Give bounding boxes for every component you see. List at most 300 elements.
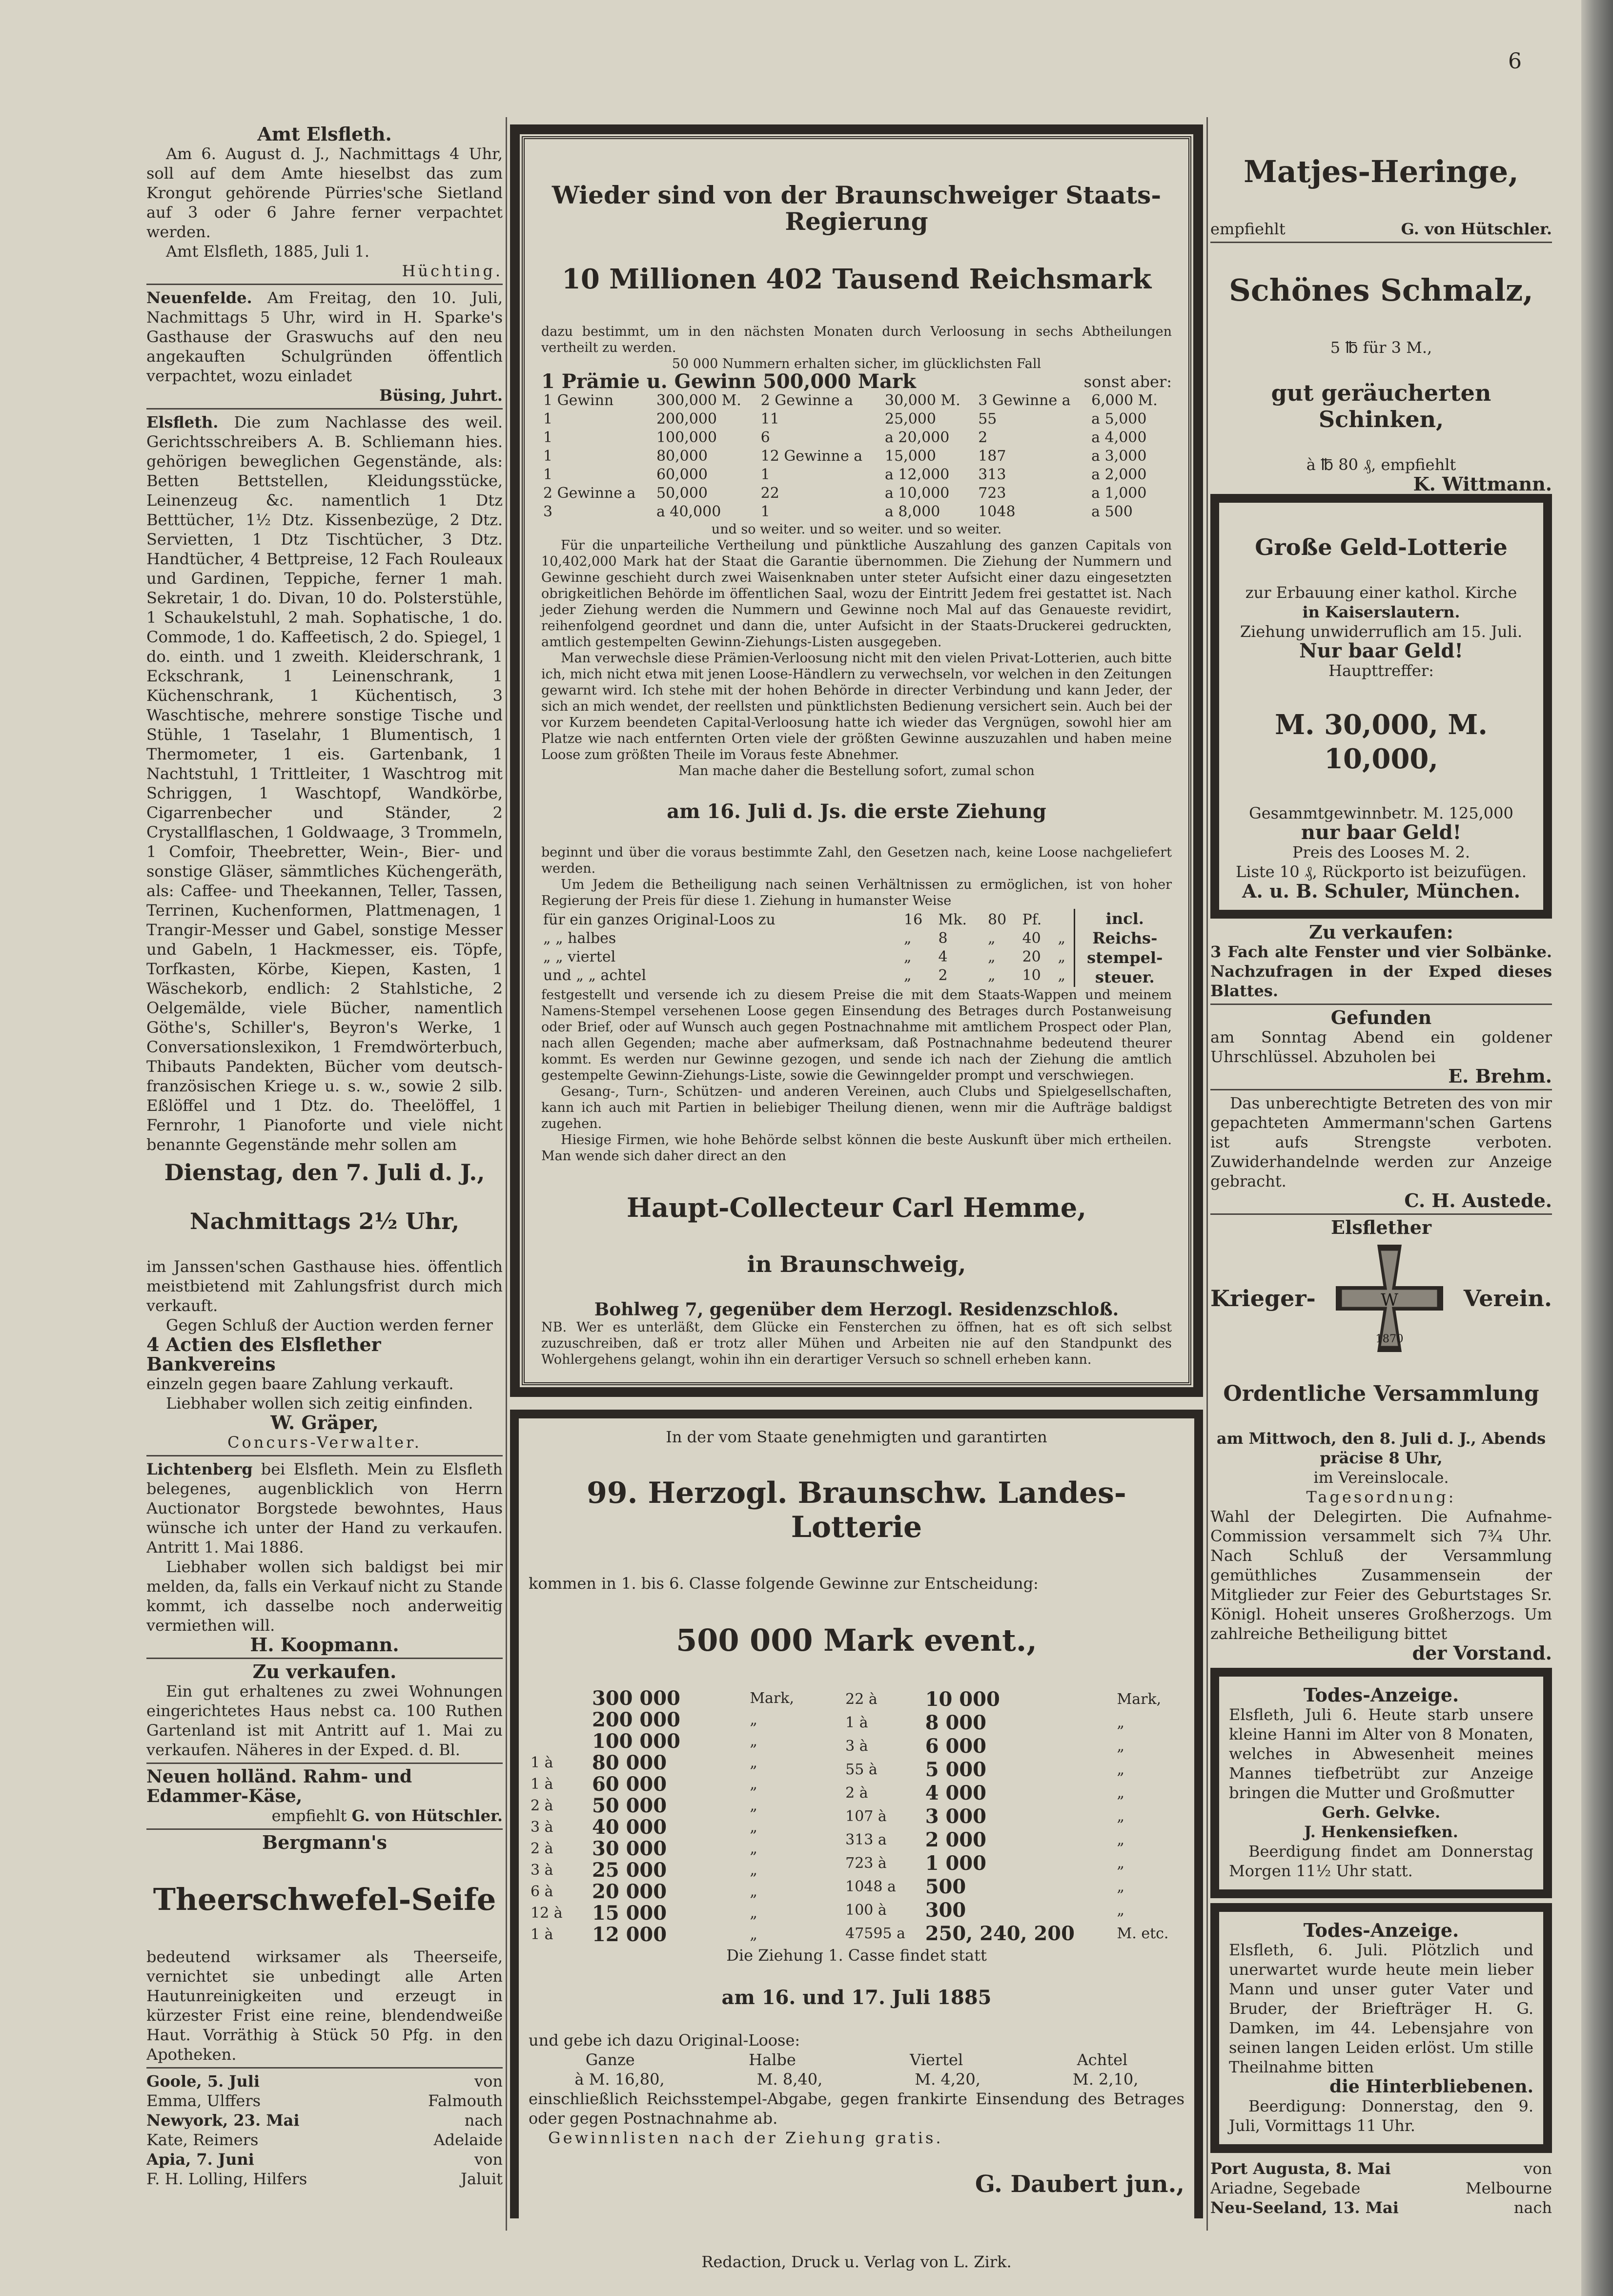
death-1-sign-1: Gerh. Gelvke. — [1322, 1803, 1441, 1822]
table-cell: 8 000 — [925, 1711, 986, 1734]
ship-row — [1210, 2198, 1552, 2217]
lottery-ad-kaiserslautern — [1210, 494, 1552, 919]
ship-row — [146, 2071, 503, 2091]
prize-row — [541, 391, 1172, 410]
daubert-subtitle: kommen in 1. bis 6. Classe folgende Gewinne zur Entscheidung: — [529, 1574, 1039, 1593]
verein-right: Verein. — [1463, 1285, 1552, 1312]
recommends-label: empfiehlt — [271, 1806, 347, 1825]
table-cell: „ — [988, 967, 996, 984]
table-cell: „ — [750, 1840, 757, 1857]
hemme-title: Wieder sind von der Braunschweiger Staats-Regierung — [551, 181, 1162, 236]
table-cell: „ — [1117, 1784, 1125, 1802]
kl-line-7: Gesammtgewinnbetr. M. 125,000 — [1249, 804, 1513, 822]
table-cell: 47595 a — [845, 1925, 905, 1942]
daubert-columns — [529, 2050, 1184, 2070]
prize-row — [529, 1860, 830, 1881]
schmalz-price: 5 ℔ für 3 M., — [1330, 338, 1432, 357]
prize-row — [529, 1924, 830, 1946]
amt-signature: Hüchting. — [402, 262, 503, 280]
kl-line-4: Nur baar Geld! — [1299, 639, 1463, 662]
death-1-sign-2: J. Henkensiefken. — [1304, 1823, 1458, 1841]
neuenfelde-heading: Neuenfelde. — [146, 288, 252, 307]
hemme-body-4: beginnt und über die voraus bestimmte Zahl, den Gesetzen nach, keine Loose nachgeliefert werden. — [541, 845, 1172, 876]
ticket-column-label: Viertel — [910, 2050, 963, 2069]
table-cell: 1 — [543, 448, 553, 465]
neuenfelde-signature: Büsing, Juhrt. — [379, 386, 503, 405]
table-cell: 1048 — [978, 503, 1016, 520]
prize-row — [541, 466, 1172, 484]
table-cell: 107 à — [845, 1808, 887, 1825]
neuenfelde-body: Am Freitag, den 10. Juli, Nachmittags 5 Uhr, wird in H. Sparke's Gasthause der Graswuchs auf den neu angekauften Schulgründen öffentlich verpachtet, wozu einladet — [146, 288, 503, 385]
table-cell: „ — [1117, 1902, 1125, 1919]
table-cell: 11 — [760, 410, 779, 428]
table-cell — [529, 1709, 590, 1731]
hemme-numbers: 50 000 Nummern erhalten sicher, im glücklichsten Fall — [672, 356, 1041, 371]
table-cell: 300 000 — [592, 1687, 680, 1710]
table-cell: „ — [750, 1797, 757, 1814]
table-cell: a 12,000 — [885, 466, 950, 483]
table-cell: 2 Gewinne a — [760, 392, 854, 409]
table-cell: 30,000 M. — [885, 392, 960, 409]
ship-news-right — [1210, 2159, 1552, 2218]
table-cell: 22 — [760, 485, 779, 502]
page-number: 6 — [1508, 49, 1522, 74]
prize-row — [843, 1922, 1184, 1946]
table-cell: 25,000 — [885, 410, 936, 428]
ship-row — [1210, 2159, 1552, 2178]
divider — [1210, 1213, 1552, 1215]
ship-row — [146, 2130, 503, 2150]
table-cell: „ — [750, 1711, 757, 1728]
table-cell: „ — [750, 1733, 757, 1750]
table-cell: „ — [750, 1776, 757, 1793]
kl-line-6: M. 30,000, M. 10,000, — [1275, 709, 1488, 775]
hemme-draw-date: am 16. Juli d. Js. die erste Ziehung — [667, 800, 1046, 823]
table-cell: „ — [1117, 1831, 1125, 1848]
table-cell: 22 à — [845, 1691, 878, 1708]
table-cell: 250, 240, 200 — [925, 1922, 1075, 1945]
daubert-prizes-left — [529, 1688, 830, 1946]
table-cell: 15,000 — [885, 448, 936, 465]
table-cell: 200,000 — [656, 410, 717, 428]
table-cell: 6 — [760, 429, 770, 446]
prize-row — [529, 1838, 830, 1860]
divider — [146, 1455, 503, 1456]
amt-date: Amt Elsfleth, 1885, Juli 1. — [166, 242, 369, 261]
ship-route: Melbourne — [1465, 2179, 1552, 2197]
soap-body: bedeutend wirksamer als Theerseife, vernichtet sie unbedingt alle Arten Hautunreinigkeiten und erzeugt in kürzester Frist eine reine, blendendweiße Haut. Vorräthig à Stück 50 Pfg. in den Apotheken. — [146, 1948, 503, 2064]
ship-route: Falmouth — [428, 2091, 503, 2110]
concurs-title: Concurs-Verwalter. — [227, 1433, 422, 1452]
ship-route: von — [474, 2150, 503, 2169]
prize-row — [541, 447, 1172, 466]
ship-route: Adelaide — [433, 2131, 503, 2149]
kl-line-11: A. u. B. Schuler, München. — [1242, 880, 1520, 902]
found-body: am Sonntag Abend ein goldener Uhrschlüssel. Abzuholen bei — [1210, 1028, 1552, 1066]
table-cell: 80 000 — [592, 1751, 667, 1774]
lottery-ad-daubert — [510, 1410, 1203, 2218]
divider — [146, 284, 503, 285]
auction-note: Gegen Schluß der Auction werden ferner — [166, 1316, 493, 1334]
table-cell: 6 à — [531, 1883, 553, 1900]
iron-cross-icon — [1328, 1237, 1450, 1359]
graeper-signature: W. Gräper, — [270, 1412, 379, 1434]
ticket-price: M. 2,10, — [1072, 2070, 1139, 2089]
prize-row — [843, 1852, 1184, 1875]
cross-letter: W — [1381, 1291, 1399, 1310]
table-cell: 4 000 — [925, 1782, 986, 1804]
meeting-heading: Ordentliche Versammlung — [1223, 1381, 1539, 1406]
divider — [1210, 1004, 1552, 1005]
table-cell: 55 — [978, 410, 997, 428]
hemme-millions: 10 Millionen 402 Tausend Reichsmark — [561, 263, 1152, 295]
verein-emblem-row — [1210, 1237, 1552, 1359]
table-cell: 10 000 — [925, 1688, 1000, 1711]
ticket-column-label: Ganze — [585, 2050, 635, 2069]
huetschler-name: G. von Hütschler. — [351, 1806, 503, 1825]
table-cell: 3 à — [531, 1819, 553, 1836]
ticket-price: M. 8,40, — [756, 2070, 823, 2089]
table-cell: a 20,000 — [885, 429, 950, 446]
divider — [146, 1763, 503, 1764]
daubert-offer: und gebe ich dazu Original-Loose: — [529, 2031, 800, 2050]
lichtenberg-body-2: Liebhaber wollen sich baldigst bei mir melden, da, falls ein Verkauf nicht zu Stande kommt, ich dasselbe noch anderweitig vermiethen will. — [146, 1558, 503, 1635]
table-cell: 300 — [925, 1899, 966, 1922]
table-cell: a 3,000 — [1091, 448, 1147, 465]
table-cell: 8 — [938, 930, 948, 947]
table-cell: „ — [750, 1926, 757, 1943]
table-cell: a 40,000 — [656, 503, 721, 520]
table-cell: 723 — [978, 485, 1006, 502]
ship-entry: Emma, Ulffers — [146, 2091, 261, 2110]
divider — [146, 1828, 503, 1830]
table-cell: 4 — [938, 948, 948, 965]
ship-entry: Apia, 7. Juni — [146, 2150, 254, 2169]
table-cell: M. etc. — [1117, 1925, 1169, 1942]
prize-row — [541, 410, 1172, 429]
prize-row — [529, 1881, 830, 1903]
daubert-jackpot: 500 000 Mark event., — [676, 1622, 1037, 1658]
ship-row — [146, 2111, 503, 2130]
daubert-prizes-right — [843, 1688, 1184, 1946]
soap-title: Theerschwefel-Seife — [153, 1882, 496, 1917]
hemme-body-7: Gesang-, Turn-, Schützen- und anderen Vereinen, auch Clubs und Spielgesellschaften, kann ich auch mit Partien in beliebiger Theilung dienen, wenn mir die Aufträge baldigst zugehen. — [541, 1084, 1172, 1131]
auction-date: Dienstag, den 7. Juli d. J., — [164, 1159, 485, 1186]
table-cell: Mark, — [750, 1690, 794, 1707]
table-cell: Pf. — [1022, 911, 1042, 928]
table-cell: a 500 — [1091, 503, 1133, 520]
ship-row — [1210, 2178, 1552, 2198]
schmalz-heading: Schönes Schmalz, — [1229, 272, 1533, 308]
table-cell: „ — [904, 948, 912, 965]
table-cell: 2 — [938, 967, 948, 984]
price-row — [541, 929, 1074, 948]
table-cell: 723 à — [845, 1855, 887, 1872]
table-cell: 20 — [1022, 948, 1041, 965]
table-cell: 500 — [925, 1875, 966, 1898]
prize-row — [529, 1709, 830, 1731]
divider — [1210, 242, 1552, 243]
table-cell: 100 à — [845, 1902, 887, 1919]
table-cell: 16 — [904, 911, 923, 928]
table-cell: 40 000 — [592, 1816, 667, 1839]
table-cell: 60,000 — [656, 466, 708, 483]
table-cell: 3 — [543, 503, 553, 520]
cross-year: 1870 — [1375, 1332, 1404, 1345]
table-cell: 10 — [1022, 967, 1041, 984]
auction-time: Nachmittags 2½ Uhr, — [189, 1208, 460, 1234]
death-notice-2 — [1210, 1903, 1552, 2153]
table-cell: 2 Gewinne a — [543, 485, 636, 502]
death-1-heading: Todes-Anzeige. — [1303, 1684, 1459, 1706]
table-cell: „ — [1117, 1855, 1125, 1872]
divider — [146, 408, 503, 410]
table-cell: 60 000 — [592, 1773, 667, 1796]
daubert-title: 99. Herzogl. Braunschw. Landes-Lotterie — [587, 1476, 1126, 1544]
death-notice-1 — [1210, 1668, 1552, 1898]
schinken-price: à ℔ 80 ₰, empfiehlt — [1306, 455, 1456, 474]
prize-row — [529, 1731, 830, 1752]
price-row — [541, 966, 1074, 985]
elsfleth-body: Die zum Nachlasse des weil. Gerichtsschreibers A. B. Schliemann hies. gehörigen beweglichen Gegenstände, als: Betten Bettstellen, Kleidungsstücke, Leinenzeug &c. namentlich 1 Dtz Betttücher, 1½ Dtz. Kissenbezüge, 2 Dtz. Servietten, 1 Dtz Tischtücher, 3 Dtz. Handtücher, 4 Bettpreise, 12 Fach Rouleaux und Gardinen, Teppiche, ferner 1 mah. Sekretair, 1 do. Divan, 10 do. Polsterstühle, 1 Schaukelstuhl, 2 mah. Sophatische, 1 do. Commode, 1 do. Kaffeetisch, 2 do. Spiegel, 1 do. einth. und 1 zweith. Kleiderschrank, 1 Eckschrank, 1 Leinenschrank, 1 Küchenschrank, 1 Küchentisch, 3 Waschtische, mehrere sonstige Tische und Stühle, 1 Taselahr, 1 Blumentisch, 1 Thermometer, 1 eis. Gartenbank, 1 Nachtstuhl, 1 Trittleiter, 1 Waschtrog mit Schriggen, 1 Waschtopf, Wandkörbe, Cigarrenbecher und Ständer, 2 Crystallflaschen, 1 Goldwaage, 3 Trommeln, 1 Comfoir, Theebretter, Wein-, Bier- und sonstige Gläser, sämmtliches Küchengeräth, als: Caffee- und Theekannen, Teller, Tassen, Terrinen, Kuchenformen, Plattmenagen, 1 Trangir-Messer und Gabel, sonstige Messer und Gabeln, 1 Hackmesser, eis. Töpfe, Torfkasten, Körbe, Kiepen, Kasten, 1 Wäschekorb, endlich: 2 Stahlstiche, 2 Oelgemälde, viele Bücher, namentlich Göthe's, Schiller's, Beyron's Werke, 1 Conversationslexikon, 1 Fremdwörterbuch, Thibauts Pandekten, Bücher vom deutsch-französischen Kriege u. s. w., sowie 2 silb. Eßlöffel und 1 Dtz. do. Theelöffel, 1 Fernrohr, 1 Pianoforte und viele nicht benannte Gegenstände mehr sollen am — [146, 413, 503, 1154]
kl-line-1: zur Erbauung einer kathol. Kirche — [1245, 583, 1517, 602]
hemme-body-5: Um Jedem die Betheiligung nach seinen Verhältnissen zu ermöglichen, ist von hoher Regierung der Preis für diese 1. Ziehung in humanster Weise — [541, 877, 1172, 908]
death-1-funeral: Beerdigung findet am Donnerstag Morgen 11½ Uhr statt. — [1229, 1842, 1533, 1880]
hemme-etc: und so weiter. und so weiter. und so weiter. — [711, 522, 1002, 537]
table-cell: 12 à — [531, 1905, 563, 1922]
fenster-body: 3 Fach alte Fenster und vier Solbänke. Nachzufragen in der Exped dieses Blattes. — [1210, 943, 1552, 1000]
prize-row — [843, 1899, 1184, 1922]
prize-row — [529, 1795, 830, 1817]
table-cell: 2 000 — [925, 1828, 986, 1851]
vorstand: der Vorstand. — [1412, 1642, 1552, 1664]
prize-row — [843, 1805, 1184, 1828]
table-cell: „ — [750, 1905, 757, 1922]
ship-route: Jaluit — [461, 2170, 503, 2188]
fenster-heading: Zu verkaufen: — [1309, 921, 1453, 943]
table-cell — [529, 1731, 590, 1752]
table-cell: 50,000 — [656, 485, 708, 502]
ship-entry: Port Augusta, 8. Mai — [1210, 2159, 1391, 2178]
table-cell: „ — [750, 1754, 757, 1771]
ship-route: nach — [1513, 2198, 1552, 2217]
schinken-heading: gut geräucherten Schinken, — [1271, 380, 1491, 432]
table-cell: 5 000 — [925, 1758, 986, 1781]
brehm-name: E. Brehm. — [1448, 1065, 1552, 1087]
table-cell: 20 000 — [592, 1880, 667, 1903]
table-cell: 1 à — [531, 1754, 553, 1771]
book-binding — [1581, 0, 1613, 2296]
death-2-funeral: Beerdigung: Donnerstag, den 9. Juli, Vormittags 11 Uhr. — [1229, 2097, 1533, 2135]
daubert-terms: einschließlich Reichsstempel-Abgabe, gegen frankirte Einsendung des Betrages oder gegen Postnachnahme ab. — [529, 2090, 1184, 2128]
table-cell: „ — [1117, 1878, 1125, 1895]
ship-entry: Neu-Seeland, 13. Mai — [1210, 2198, 1399, 2217]
prize-row — [541, 503, 1172, 521]
left-column — [146, 124, 503, 2218]
ticket-column-label: Halbe — [749, 2050, 796, 2069]
table-cell: und „ „ achtel — [543, 967, 646, 984]
table-cell: 1 — [760, 466, 770, 483]
table-cell: 6,000 M. — [1091, 392, 1158, 409]
table-cell: „ „ viertel — [543, 948, 616, 965]
lottery-ad-hemme — [510, 124, 1203, 1397]
ticket-column-label: Achtel — [1077, 2050, 1128, 2069]
ship-row — [1210, 2217, 1552, 2218]
table-cell: a 1,000 — [1091, 485, 1147, 502]
daubert-prices — [529, 2070, 1184, 2089]
table-cell: 3 à — [531, 1862, 553, 1879]
wittmann-name: K. Wittmann. — [1413, 473, 1552, 495]
recommends-label: empfiehlt — [1210, 220, 1286, 238]
hemme-city: in Braunschweig, — [747, 1251, 966, 1277]
kl-line-2: in Kaiserslautern. — [1302, 603, 1460, 621]
table-cell: 1048 a — [845, 1878, 896, 1895]
table-cell: a 4,000 — [1091, 429, 1147, 446]
table-cell: für ein ganzes Original-Loos zu — [543, 911, 776, 928]
table-cell: 12 Gewinne a — [760, 448, 863, 465]
table-cell: 2 à — [531, 1840, 553, 1857]
kl-line-8: nur baar Geld! — [1301, 821, 1462, 844]
table-cell: „ — [1117, 1738, 1125, 1755]
verein-left: Krieger- — [1210, 1285, 1316, 1312]
table-cell: 100 000 — [592, 1730, 680, 1753]
lichtenberg-heading: Lichtenberg — [146, 1460, 253, 1478]
divider — [1210, 1089, 1552, 1090]
hemme-body-6: festgestellt und versende ich zu diesem Preise die mit dem Staats-Wappen und meinem Namens-Stempel versehenen Loose gegen Einsendung des Betrages durch Postanweisung oder Brief, oder auf Wunsch auch gegen Postnachnahme mit amtlichem Prospect oder Plan, nach allen Gegenden; mache aber aufmerksam, daß Postnachnahme bedeutend theurer kommt. Es werden nur Gewinne gezogen, und sende ich nach der Ziehung die amtlich gestempelte Gewinn-Ziehungs-Liste, sowie die Gewinngelder prompt und verschwiegen. — [541, 987, 1172, 1083]
ship-entry: Ariadne, Segebade — [1210, 2179, 1361, 2197]
lichtenberg-body: bei Elsfleth. Mein zu Elsfleth belegenes, augenblicklich von Herrn Auctionator Borgstede bewohntes, Haus wünsche ich unter der Hand zu verkaufen. Antritt 1. Mai 1886. — [146, 1460, 503, 1557]
table-cell: 2 à — [845, 1784, 868, 1802]
agenda-body: Wahl der Delegirten. Die Aufnahme-Commission versammelt sich 7¾ Uhr. Nach Schluß der Versammlung gemüthliches Zusammensein der Mitglieder zur Feier des Geburtstages Sr. Königl. Hoheit unseres Großherzogs. Um zahlreiche Betheiligung bittet — [1210, 1507, 1552, 1643]
hemme-body-2: Man verwechsle diese Prämien-Verloosung nicht mit den vielen Privat-Lotterien, auch bitte ich, mich nicht etwa mit jenen Loose-Händlern zu verwechseln, vor welchen in den Zeitungen gewarnt wird. Ich stehe mit der hohen Behörde in directer Verbindung und kann Jeder, der sich an mich wendet, der reellsten und pünktlichsten Bedienung versichert sein. Auch bei der vor Kurzem beendeten Capital-Verloosung hatte ich wieder das Vergnügen, sowohl hier am Platze wie nach entfernten Orten viele der größten Gewinne auszuzahlen und haben meine Loose zum größten Theile im Voraus feste Abnehmer. — [541, 651, 1172, 762]
ship-news-left — [146, 2071, 503, 2189]
sale-body: Ein gut erhaltenes zu zwei Wohnungen eingerichtetes Haus nebst ca. 100 Ruthen Gartenland ist mit Antritt auf 1. Mai zu verkaufen. Näheres in der Exped. d. Bl. — [146, 1682, 503, 1759]
ship-entry: Kate, Reimers — [146, 2131, 259, 2149]
price-row — [541, 911, 1074, 929]
hemme-ticket-prices — [541, 911, 1074, 985]
table-cell: 25 000 — [592, 1859, 667, 1882]
divider — [146, 2067, 503, 2069]
table-cell: 12 000 — [592, 1923, 667, 1946]
found-heading: Gefunden — [1330, 1006, 1432, 1028]
table-cell: 1 à — [845, 1714, 868, 1731]
kl-line-9: Preis des Looses M. 2. — [1292, 843, 1470, 861]
austede-name: C. H. Austede. — [1404, 1189, 1552, 1211]
hemme-otherwise: sonst aber: — [1083, 372, 1172, 391]
ship-row — [146, 2091, 503, 2111]
table-cell: „ — [904, 967, 912, 984]
hemme-body-8: Hiesige Firmen, wie hohe Behörde selbst können die beste Auskunft über mich ertheilen. Man wende sich daher direct an den — [541, 1132, 1172, 1164]
table-cell: 1 — [543, 466, 553, 483]
cheese-ad: Neuen holländ. Rahm- und Edammer-Käse, — [146, 1766, 412, 1806]
table-cell: 1 à — [531, 1926, 553, 1943]
table-cell: 3 à — [845, 1738, 868, 1755]
meeting-location: im Vereinslocale. — [1313, 1468, 1449, 1487]
table-cell: 313 a — [845, 1831, 887, 1848]
ticket-price: à M. 16,80, — [574, 2070, 665, 2089]
table-cell: „ — [988, 948, 996, 965]
garden-notice: Das unberechtigte Betreten des von mir gepachteten Ammermann'schen Gartens ist aufs Strengste verboten. Zuwiderhandelnde werden zur Anzeige gebracht. — [1210, 1094, 1552, 1190]
table-cell: 1 000 — [925, 1852, 986, 1875]
table-cell: 1 Gewinn — [543, 392, 614, 409]
price-row — [541, 948, 1074, 966]
bergmann-heading: Bergmann's — [262, 1831, 387, 1853]
ship-entry: Newyork, 23. Mai — [146, 2111, 300, 2130]
table-cell: 80 — [988, 911, 1007, 928]
ship-entry: Goole, 5. Juli — [146, 2072, 260, 2091]
middle-column — [510, 124, 1203, 2218]
meeting-date: am Mittwoch, den 8. Juli d. J., Abends präcise 8 Uhr, — [1216, 1429, 1546, 1467]
verein-top: Elsflether — [1331, 1216, 1431, 1238]
table-cell: 1 à — [531, 1776, 553, 1793]
table-cell: a 2,000 — [1091, 466, 1147, 483]
prize-row — [843, 1758, 1184, 1782]
table-cell: „ — [1117, 1761, 1125, 1778]
death-1-body: Elsfleth, Juli 6. Heute starb unsere kleine Hanni im Alter von 8 Monaten, welches in Abwesenheit meines Mannes tiefbetrübt zur Anzeige bringen die Mutter und Großmutter — [1229, 1705, 1533, 1802]
table-cell: 40 — [1022, 930, 1041, 947]
amt-body: Am 6. August d. J., Nachmittags 4 Uhr, soll auf dem Amte hieselbst das zum Krongut gehörende Pürries'sche Sietland auf 3 oder 6 Jahre ferner verpachtet werden. — [146, 144, 503, 241]
hemme-premium: 1 Prämie u. Gewinn 500,000 Mark — [541, 370, 916, 393]
table-cell: 6 000 — [925, 1735, 986, 1758]
column-rule — [506, 117, 507, 2231]
hemme-body-3: Man mache daher die Bestellung sofort, zumal schon — [678, 763, 1035, 779]
table-cell: 15 000 — [592, 1902, 667, 1925]
ship-entry: F. H. Lolling, Hilfers — [146, 2170, 307, 2188]
table-cell: 55 à — [845, 1761, 878, 1778]
table-cell: „ — [1058, 948, 1066, 965]
prize-row — [529, 1688, 830, 1709]
table-cell: „ „ halbes — [543, 930, 616, 947]
hemme-collector: Haupt-Collecteur Carl Hemme, — [627, 1192, 1086, 1223]
hemme-body-1: Für die unparteiliche Vertheilung und pünktliche Auszahlung des ganzen Capitals von 10,402,000 Mark hat der Staat die Garantie übernommen. Die Ziehung der Nummern und Gewinne geschieht durch zwei Waisenknaben unter steter Aufsicht einer dazu eingesetzten obrigkeitlichen Behörde im öffentlichen Saal, wozu der Eintritt Jedem frei gestattet ist. Nach jeder Ziehung werden die Nummern und Gewinne noch Mal auf das Genaueste revidirt, reihenfolgend geordnet und dann die, unter Aufsicht in der Staats-Druckerei gedruckten, amtlich gestempelten Gewinn-Ziehungs-Listen ausgegeben. — [541, 538, 1172, 650]
ship-route — [1470, 2217, 1552, 2218]
koopmann-signature: H. Koopmann. — [250, 1634, 399, 1656]
table-cell: „ — [750, 1862, 757, 1879]
matjes-heading: Matjes-Heringe, — [1244, 154, 1519, 189]
table-cell: Mark, — [1117, 1691, 1162, 1708]
hemme-prize-table — [541, 391, 1172, 521]
table-cell: 2 à — [531, 1797, 553, 1814]
daubert-name: G. Daubert jun., — [975, 2171, 1184, 2198]
daubert-lists: Gewinnlisten nach der Ziehung gratis. — [548, 2129, 943, 2147]
prize-row — [843, 1688, 1184, 1711]
table-cell: „ — [750, 1819, 757, 1836]
table-cell: „ — [988, 930, 996, 947]
table-cell: Mk. — [938, 911, 967, 928]
amt-heading: Amt Elsfleth. — [257, 124, 392, 145]
ship-row — [146, 2150, 503, 2169]
kl-line-5: Haupttreffer: — [1328, 661, 1434, 680]
hemme-intro: dazu bestimmt, um in den nächsten Monaten durch Verloosung in sechs Abtheilungen vertheilt zu werden. — [541, 324, 1172, 355]
prize-row — [541, 484, 1172, 503]
sale-terms: einzeln gegen baare Zahlung verkauft. — [146, 1374, 454, 1393]
kl-line-3: Ziehung unwiderruflich am 15. Juli. — [1240, 622, 1523, 641]
hemme-nb: NB. Wer es unterläßt, dem Glücke ein Fensterchen zu öffnen, hat es oft sich selbst zuzuschreiben, daß er trotz aller Mühen und Arbeiten nie auf den Standpunkt des Wohlergehens gelangt, wohin ihn ein derartiger Versuch so schnell erheben kann. — [541, 1320, 1172, 1367]
table-cell: 100,000 — [656, 429, 717, 446]
sale-heading: Zu verkaufen. — [252, 1660, 397, 1682]
bank-shares: 4 Actien des Elsflether Bankvereins — [146, 1333, 381, 1375]
agenda-heading: Tagesordnung: — [1306, 1488, 1456, 1506]
hemme-incl-tax: incl. Reichs-stempel-steuer. — [1074, 909, 1172, 987]
table-cell: „ — [904, 930, 912, 947]
daubert-draw-2: am 16. und 17. Juli 1885 — [721, 1986, 992, 2009]
ship-entry — [1210, 2217, 1397, 2218]
ticket-price: M. 4,20, — [915, 2070, 980, 2089]
prize-row — [529, 1903, 830, 1924]
kl-title: Große Geld-Lotterie — [1255, 534, 1508, 560]
table-cell: 3 Gewinne a — [978, 392, 1071, 409]
death-2-sign: die Hinterbliebenen. — [1329, 2076, 1533, 2097]
